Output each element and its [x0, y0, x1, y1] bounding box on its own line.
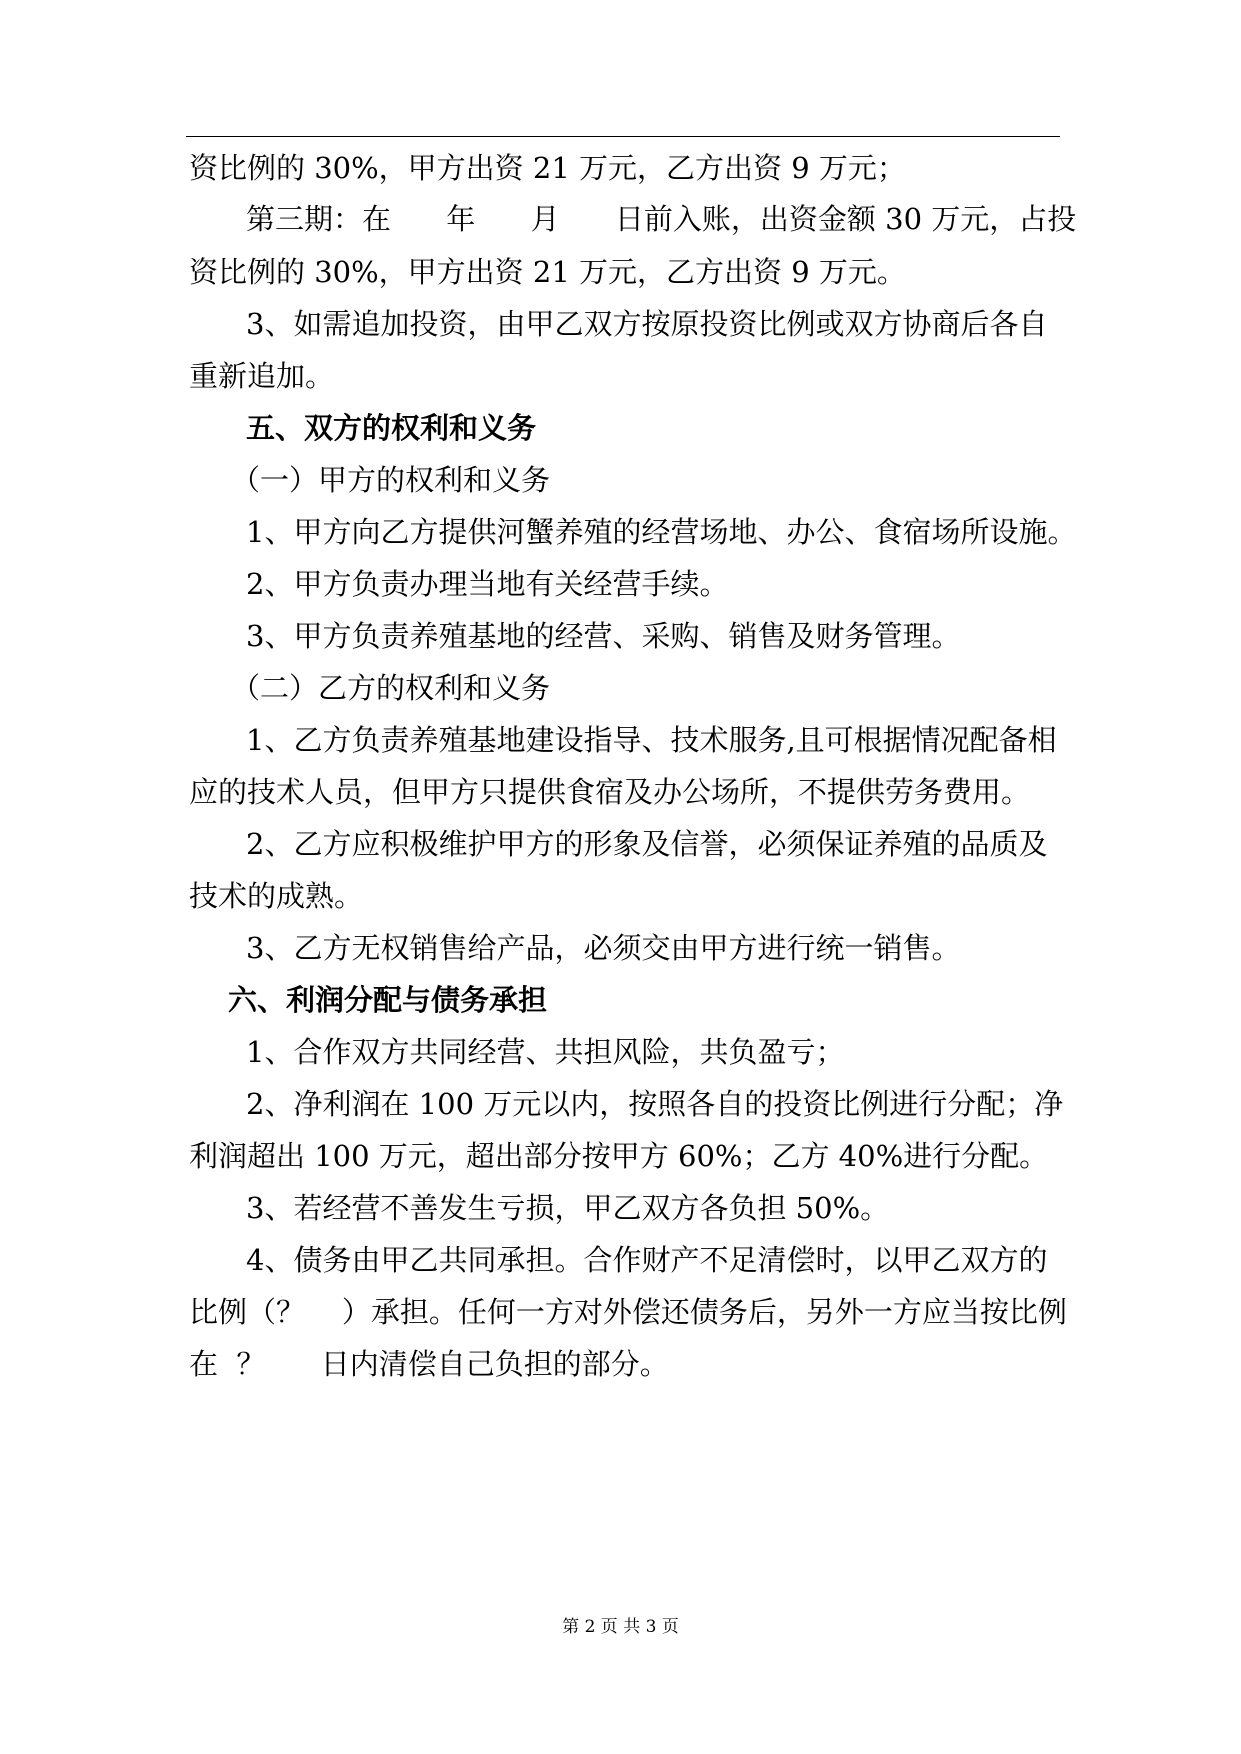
subsection-heading-b: （二）乙方的权利和义务 [231, 671, 551, 705]
para-line: 资比例的 30%，甲方出资 21 万元，乙方出资 9 万元。 [189, 255, 906, 289]
list-item: 3、甲方负责养殖基地的经营、采购、销售及财务管理。 [246, 619, 961, 653]
list-item: 2、净利润在 100 万元以内，按照各自的投资比例进行分配；净 [246, 1087, 1064, 1121]
list-item: 1、乙方负责养殖基地建设指导、技术服务,且可根据情况配备相 [246, 723, 1057, 757]
para-line: 3、如需追加投资，由甲乙双方按原投资比例或双方协商后各自 [246, 307, 1048, 341]
list-item: 4、债务由甲乙共同承担。合作财产不足清偿时，以甲乙双方的 [246, 1243, 1048, 1277]
section-heading-5: 五、双方的权利和义务 [246, 411, 537, 445]
para-line: 利润超出 100 万元，超出部分按甲方 60%；乙方 40%进行分配。 [189, 1139, 1049, 1173]
page-footer: 第 2 页 共 3 页 [562, 1617, 679, 1637]
para-line: 比例（？ ）承担。任何一方对外偿还债务后，另外一方应当按比例 [189, 1295, 1067, 1329]
para-line: 在 ？ 日内清偿自己负担的部分。 [189, 1347, 669, 1381]
list-item: 3、乙方无权销售给产品，必须交由甲方进行统一销售。 [246, 931, 961, 965]
para-line: 重新追加。 [189, 359, 335, 393]
list-item: 2、甲方负责办理当地有关经营手续。 [246, 567, 729, 601]
header-rule [186, 136, 1060, 137]
para-line: 第三期：在 年 月 日前入账，出资金额 30 万元，占投 [246, 202, 1077, 236]
list-item: 2、乙方应积极维护甲方的形象及信誉，必须保证养殖的品质及 [246, 827, 1048, 861]
para-line: 资比例的 30%，甲方出资 21 万元，乙方出资 9 万元； [189, 151, 906, 185]
list-item: 3、若经营不善发生亏损，甲乙双方各负担 50%。 [246, 1191, 890, 1225]
section-heading-6: 六、利润分配与债务承担 [228, 983, 548, 1017]
subsection-heading-a: （一）甲方的权利和义务 [231, 463, 551, 497]
list-item: 1、合作双方共同经营、共担风险，共负盈亏； [246, 1035, 845, 1069]
para-line: 技术的成熟。 [189, 879, 364, 913]
list-item: 1、甲方向乙方提供河蟹养殖的经营场地、办公、食宿场所设施。 [246, 515, 1077, 549]
para-line: 应的技术人员，但甲方只提供食宿及办公场所，不提供劳务费用。 [189, 775, 1031, 809]
